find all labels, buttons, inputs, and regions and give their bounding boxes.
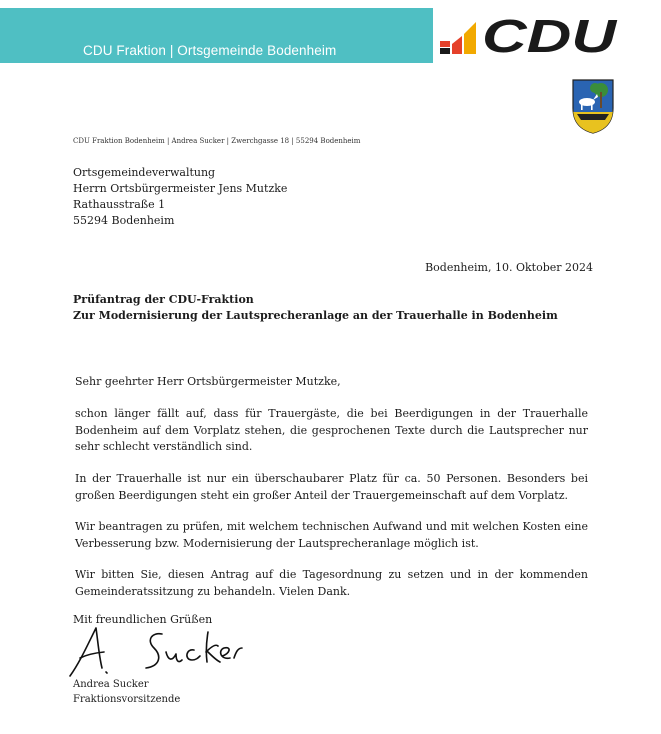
body-paragraph: Wir beantragen zu prüfen, mit welchem technischen Aufwand und mit welchen Kosten eine Verbesserung bzw. Modernisierung der Lautsprecheranlage möglich ist. [75,520,588,550]
recipient-line: Ortsgemeindeverwaltung [73,166,216,179]
header-title: CDU Fraktion | Ortsgemeinde Bodenheim [83,43,337,58]
body-paragraph: Wir bitten Sie, diesen Antrag auf die Tagesordnung zu setzen und in der kommenden Gemeinderatssitzung zu behandeln. Vielen Dank. [75,568,588,598]
closing: Mit freundlichen Grüßen [73,613,213,626]
cdu-logo [438,14,618,56]
subject-line: Zur Modernisierung der Lautsprecheranlage an der Trauerhalle in Bodenheim [73,309,558,322]
signer-role: Fraktionsvorsitzende [73,693,181,705]
sender-address-line: CDU Fraktion Bodenheim | Andrea Sucker | Zwerchgasse 18 | 55294 Bodenheim [73,137,361,145]
signer-block [73,678,180,707]
handwritten-signature [66,622,246,680]
letter-date: Bodenheim, 10. Oktober 2024 [425,261,593,274]
cdu-logo-text: CDU [482,14,618,56]
municipal-crest-icon [571,78,615,134]
recipient-line: Herrn Ortsbürgermeister Jens Mutzke [73,182,288,195]
recipient-address [73,165,287,229]
salutation: Sehr geehrter Herr Ortsbürgermeister Mutzke, [75,375,341,388]
recipient-line: Rathausstraße 1 [73,198,166,211]
subject-line: Prüfantrag der CDU-Fraktion [73,293,254,306]
body-paragraph: In der Trauerhalle ist nur ein überschaubarer Platz für ca. 50 Personen. Besonders bei großen Beerdigungen steht ein großer Anteil der Trauergemeinschaft auf dem Vorplatz. [75,472,588,502]
signer-name: Andrea Sucker [73,679,149,690]
body-paragraph: schon länger fällt auf, dass für Trauergäste, die bei Beerdigungen in der Trauerhalle Bodenheim auf dem Vorplatz stehen, die gesprochenen Texte durch die Lautsprecher nur sehr schlecht verständlich sind. [75,407,588,453]
subject [73,292,558,324]
recipient-line: 55294 Bodenheim [73,214,175,227]
